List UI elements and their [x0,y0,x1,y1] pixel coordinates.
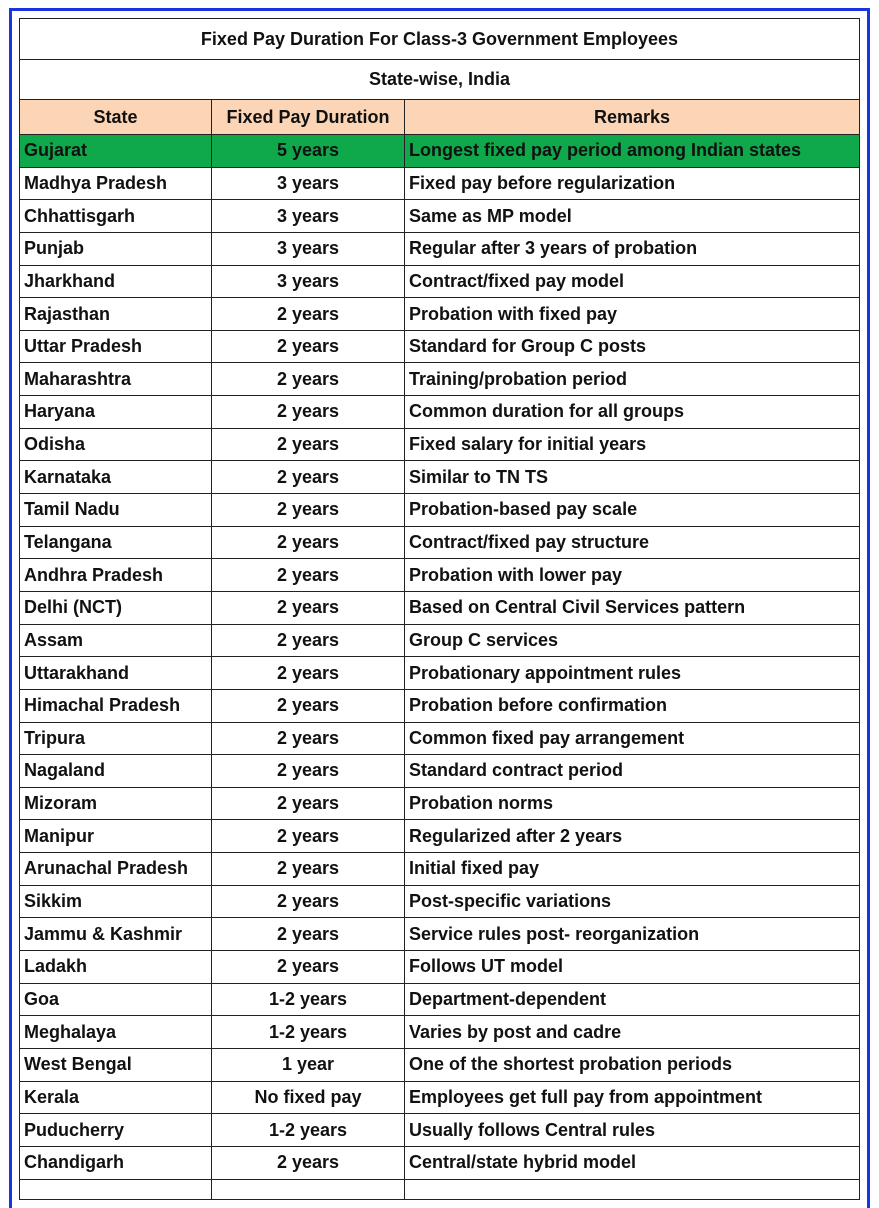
state-cell: Karnataka [20,461,212,494]
state-cell: Delhi (NCT) [20,591,212,624]
state-cell: Chhattisgarh [20,200,212,233]
duration-cell: 2 years [212,853,405,886]
remarks-cell: Service rules post- reorganization [405,918,860,951]
table-title: Fixed Pay Duration For Class-3 Government Employees [20,19,860,60]
table-row [20,461,860,494]
table-row [20,918,860,951]
table-row [20,559,860,592]
duration-cell: 3 years [212,265,405,298]
table-row [20,591,860,624]
state-cell: Meghalaya [20,1016,212,1049]
state-cell: Nagaland [20,755,212,788]
table-row [20,624,860,657]
duration-cell: 2 years [212,722,405,755]
remarks-cell: Probation with fixed pay [405,298,860,331]
state-cell: Madhya Pradesh [20,167,212,200]
remarks-cell: Probation norms [405,787,860,820]
state-cell: Gujarat [20,135,212,168]
state-cell: Mizoram [20,787,212,820]
column-header-duration: Fixed Pay Duration [212,100,405,135]
duration-cell: 2 years [212,559,405,592]
state-cell: Tripura [20,722,212,755]
state-cell: Uttar Pradesh [20,330,212,363]
remarks-cell: Group C services [405,624,860,657]
table-row [20,722,860,755]
duration-cell: 1-2 years [212,983,405,1016]
title-row [20,19,860,60]
column-header-state: State [20,100,212,135]
table-row [20,167,860,200]
table-row [20,1114,860,1147]
table-row [20,526,860,559]
remarks-cell: One of the shortest probation periods [405,1048,860,1081]
table-row [20,428,860,461]
remarks-cell: Longest fixed pay period among Indian states [405,135,860,168]
state-cell: Jammu & Kashmir [20,918,212,951]
remarks-cell: Based on Central Civil Services pattern [405,591,860,624]
duration-cell: 1-2 years [212,1016,405,1049]
duration-cell: 2 years [212,951,405,984]
duration-cell: 2 years [212,657,405,690]
state-cell: Andhra Pradesh [20,559,212,592]
remarks-cell: Similar to TN TS [405,461,860,494]
remarks-cell: Standard for Group C posts [405,330,860,363]
remarks-cell: Common duration for all groups [405,396,860,429]
table-row [20,265,860,298]
table-row [20,1146,860,1179]
table-subtitle: State-wise, India [20,60,860,100]
state-cell: Rajasthan [20,298,212,331]
duration-cell: 1-2 years [212,1114,405,1147]
remarks-cell: Varies by post and cadre [405,1016,860,1049]
remarks-cell: Usually follows Central rules [405,1114,860,1147]
state-cell: Goa [20,983,212,1016]
table-row-cut-off [20,1179,860,1199]
duration-cell: 2 years [212,396,405,429]
table-row [20,1048,860,1081]
empty-cell [212,1179,405,1199]
remarks-cell: Regular after 3 years of probation [405,232,860,265]
duration-cell: 2 years [212,787,405,820]
table-row [20,494,860,527]
state-cell: Assam [20,624,212,657]
state-cell: Tamil Nadu [20,494,212,527]
remarks-cell: Probationary appointment rules [405,657,860,690]
duration-cell: No fixed pay [212,1081,405,1114]
table-row [20,951,860,984]
state-cell: Chandigarh [20,1146,212,1179]
remarks-cell: Follows UT model [405,951,860,984]
table-row [20,1016,860,1049]
fixed-pay-table [19,18,860,1200]
subtitle-row [20,60,860,100]
state-cell: Puducherry [20,1114,212,1147]
duration-cell: 2 years [212,494,405,527]
duration-cell: 3 years [212,232,405,265]
remarks-cell: Initial fixed pay [405,853,860,886]
duration-cell: 2 years [212,363,405,396]
duration-cell: 2 years [212,885,405,918]
column-header-remarks: Remarks [405,100,860,135]
duration-cell: 2 years [212,298,405,331]
remarks-cell: Probation before confirmation [405,689,860,722]
duration-cell: 5 years [212,135,405,168]
remarks-cell: Common fixed pay arrangement [405,722,860,755]
table-row [20,885,860,918]
table-row [20,853,860,886]
duration-cell: 2 years [212,1146,405,1179]
duration-cell: 3 years [212,200,405,233]
remarks-cell: Same as MP model [405,200,860,233]
state-cell: Arunachal Pradesh [20,853,212,886]
remarks-cell: Central/state hybrid model [405,1146,860,1179]
duration-cell: 2 years [212,428,405,461]
duration-cell: 2 years [212,330,405,363]
duration-cell: 2 years [212,820,405,853]
remarks-cell: Probation-based pay scale [405,494,860,527]
state-cell: Himachal Pradesh [20,689,212,722]
state-cell: Punjab [20,232,212,265]
remarks-cell: Probation with lower pay [405,559,860,592]
table-row [20,1081,860,1114]
state-cell: Uttarakhand [20,657,212,690]
table-row [20,330,860,363]
empty-cell [20,1179,212,1199]
remarks-cell: Fixed salary for initial years [405,428,860,461]
table-row [20,689,860,722]
remarks-cell: Employees get full pay from appointment [405,1081,860,1114]
state-cell: Sikkim [20,885,212,918]
state-cell: Manipur [20,820,212,853]
duration-cell: 2 years [212,755,405,788]
empty-cell [405,1179,860,1199]
remarks-cell: Training/probation period [405,363,860,396]
remarks-cell: Contract/fixed pay structure [405,526,860,559]
state-cell: Jharkhand [20,265,212,298]
state-cell: Kerala [20,1081,212,1114]
remarks-cell: Contract/fixed pay model [405,265,860,298]
duration-cell: 2 years [212,591,405,624]
table-row [20,200,860,233]
state-cell: Maharashtra [20,363,212,396]
state-cell: West Bengal [20,1048,212,1081]
state-cell: Haryana [20,396,212,429]
remarks-cell: Post-specific variations [405,885,860,918]
duration-cell: 2 years [212,918,405,951]
remarks-cell: Regularized after 2 years [405,820,860,853]
remarks-cell: Standard contract period [405,755,860,788]
duration-cell: 3 years [212,167,405,200]
table-row [20,135,860,168]
duration-cell: 2 years [212,461,405,494]
table-row [20,363,860,396]
table-row [20,755,860,788]
header-row [20,100,860,135]
duration-cell: 2 years [212,624,405,657]
duration-cell: 2 years [212,526,405,559]
table-row [20,657,860,690]
table-row [20,298,860,331]
remarks-cell: Fixed pay before regularization [405,167,860,200]
table-row [20,983,860,1016]
table-row [20,232,860,265]
table-row [20,787,860,820]
duration-cell: 2 years [212,689,405,722]
state-cell: Ladakh [20,951,212,984]
state-cell: Odisha [20,428,212,461]
state-cell: Telangana [20,526,212,559]
duration-cell: 1 year [212,1048,405,1081]
table-row [20,396,860,429]
remarks-cell: Department-dependent [405,983,860,1016]
table-row [20,820,860,853]
